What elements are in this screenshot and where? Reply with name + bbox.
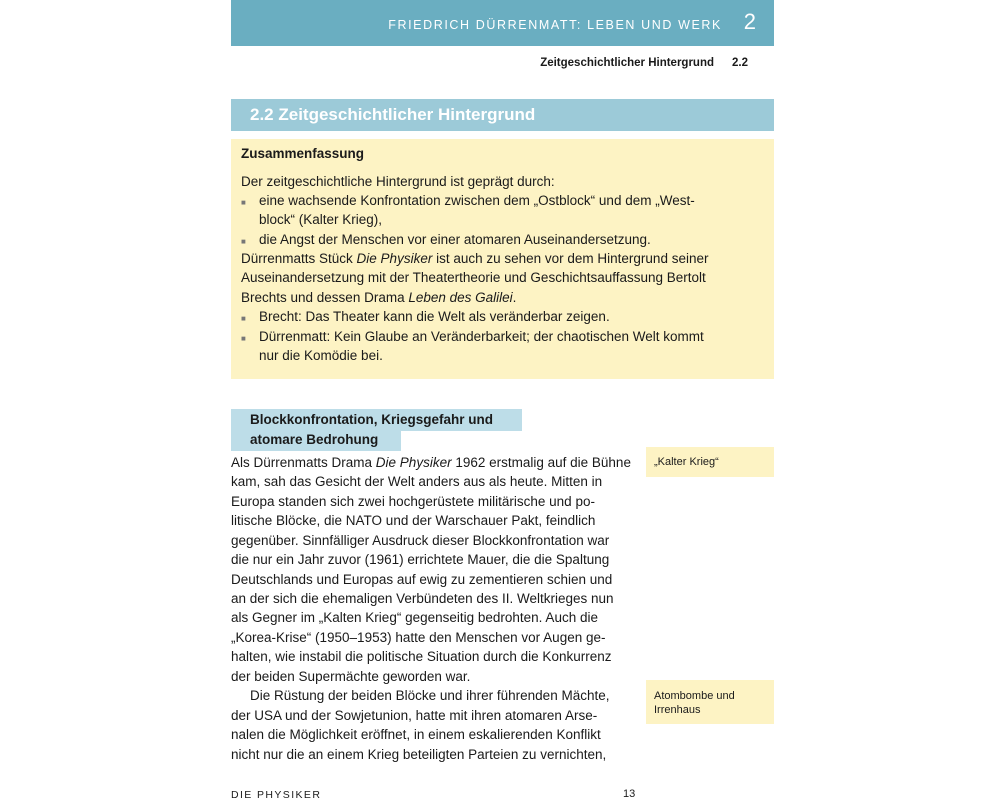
body-line: gegenüber. Sinnfälliger Ausdruck dieser Blockkonfrontation war: [231, 533, 610, 548]
body-line: der USA und der Sowjetunion, hatte mit ihren atomaren Arse-: [231, 708, 598, 723]
body-line: Deutschlands und Europas auf ewig zu zementieren schien und: [231, 572, 613, 587]
running-head-title: Zeitgeschichtlicher Hintergrund: [540, 57, 714, 69]
work-title: Leben des Galilei: [408, 290, 513, 305]
summary-bullet-line: Brecht: Das Theater kann die Welt als veränderbar zeigen.: [259, 309, 610, 324]
running-head: [231, 57, 748, 69]
subheading-line-2: [231, 430, 401, 451]
summary-bullet-line: block“ (Kalter Krieg),: [259, 212, 383, 227]
summary-heading: Zusammenfassung: [241, 146, 365, 161]
work-title: Die Physiker: [356, 251, 433, 266]
summary-line: Der zeitgeschichtliche Hintergrund ist geprägt durch:: [241, 174, 555, 189]
summary-line: [241, 251, 708, 266]
subheading-text: Blockkonfrontation, Kriegsgefahr und: [250, 412, 494, 427]
work-title: Die Physiker: [375, 455, 452, 470]
summary-text: .: [512, 290, 517, 305]
margin-note: [646, 680, 774, 724]
summary-text: Dürrenmatts Stück: [241, 251, 357, 266]
subheading-text: atomare Bedrohung: [250, 432, 379, 447]
margin-note-text: Atombombe und: [654, 690, 735, 702]
bullet-icon: ■: [241, 198, 246, 207]
margin-note: [646, 447, 774, 477]
summary-line: [241, 290, 516, 305]
section-title-bar: [231, 99, 774, 131]
body-line: die nur ein Jahr zuvor (1961) errichtete Mauer, die die Spaltung: [231, 552, 610, 567]
summary-text: ist auch zu sehen vor dem Hintergrund seiner: [432, 251, 709, 266]
body-line: Die Rüstung der beiden Blöcke und ihrer führenden Mächte,: [250, 688, 610, 703]
chapter-header-band: [231, 0, 774, 46]
body-line: halten, wie instabil die politische Situation durch die Konkurrenz: [231, 649, 612, 664]
summary-bullet-line: nur die Komödie bei.: [259, 348, 383, 363]
body-line: als Gegner im „Kalten Krieg“ gegenseitig bedrohten. Auch die: [231, 610, 598, 625]
section-title: 2.2 Zeitgeschichtlicher Hintergrund: [250, 105, 536, 124]
bullet-icon: ■: [241, 334, 246, 343]
bullet-icon: ■: [241, 314, 246, 323]
subheading-line-1: [231, 409, 522, 431]
summary-bullet-line: eine wachsende Konfrontation zwischen dem „Ostblock“ und dem „West-: [259, 193, 695, 208]
footer-book-title: DIE PHYSIKER: [231, 789, 322, 801]
margin-note-text: „Kalter Krieg“: [654, 456, 719, 468]
body-line: kam, sah das Gesicht der Welt anders aus als heute. Mitten in: [231, 474, 603, 489]
body-text: 1962 erstmalig auf die Bühne: [451, 455, 631, 470]
chapter-header-title: FRIEDRICH DÜRRENMATT: LEBEN UND WERK: [388, 18, 722, 32]
margin-note-text: Irrenhaus: [654, 704, 701, 716]
chapter-number: 2: [743, 9, 756, 34]
summary-text: Brechts und dessen Drama: [241, 290, 409, 305]
running-head-number: 2.2: [732, 57, 748, 69]
body-line: litische Blöcke, die NATO und der Warschauer Pakt, feindlich: [231, 513, 596, 528]
body-line: an der sich die ehemaligen Verbündeten des II. Weltkrieges nun: [231, 591, 614, 606]
body-line: nalen die Möglichkeit eröffnet, in einem eskalierenden Konflikt: [231, 727, 601, 742]
body-line: Europa standen sich zwei hochgerüstete militärische und po-: [231, 494, 595, 509]
body-line: der beiden Supermächte geworden war.: [231, 669, 471, 684]
body-line: nicht nur die an einem Krieg beteiligten Parteien zu vernichten,: [231, 747, 607, 762]
body-line: „Korea-Krise“ (1950–1953) hatte den Menschen vor Augen ge-: [231, 630, 606, 645]
summary-bullet-line: die Angst der Menschen vor einer atomaren Auseinandersetzung.: [259, 232, 651, 247]
bullet-icon: ■: [241, 237, 246, 246]
body-text: Als Dürrenmatts Drama: [231, 455, 376, 470]
summary-box: [231, 139, 774, 379]
summary-bullet-line: Dürrenmatt: Kein Glaube an Veränderbarkeit; der chaotischen Welt kommt: [259, 329, 704, 344]
summary-line: Auseinandersetzung mit der Theatertheorie und Geschichtsauffassung Bertolt: [241, 270, 706, 285]
body-line: [231, 455, 631, 470]
page-number: 13: [623, 788, 636, 800]
